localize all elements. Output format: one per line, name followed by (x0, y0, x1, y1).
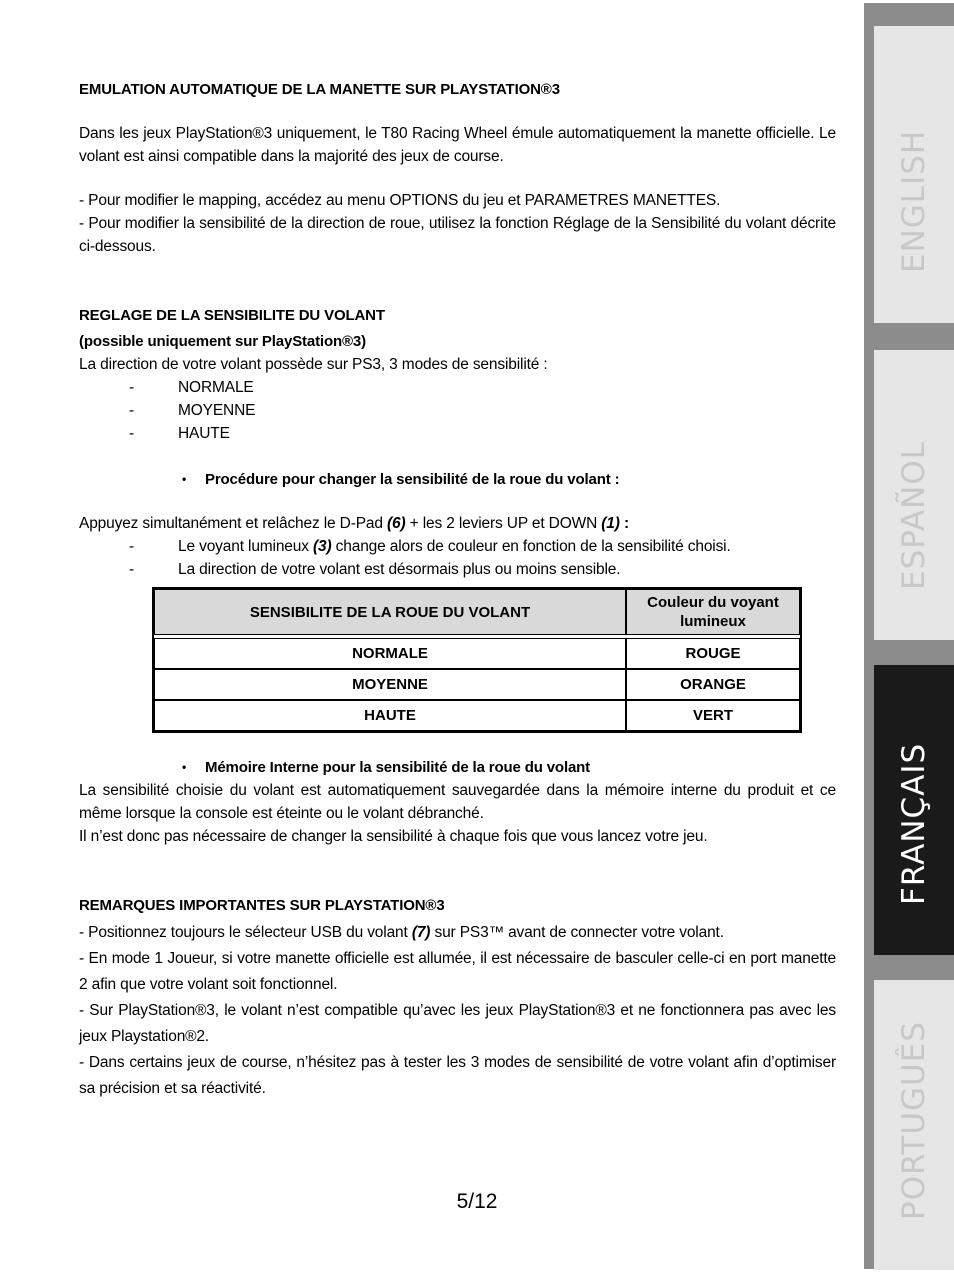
section-subtitle-sensitivity: (possible uniquement sur PlayStation®3) (79, 333, 366, 350)
table-header-row (154, 589, 800, 635)
sensitivity-note: - Pour modifier la sensibilité de la direction de roue, utilisez la fonction Réglage de la Sensibilité du volant décrite ci-dessous. (79, 215, 836, 255)
procedure-instruction (79, 512, 836, 535)
step-text: Le voyant lumineux (178, 538, 314, 555)
remark-item: - En mode 1 Joueur, si votre manette officielle est allumée, il est nécessaire de basculer celle-ci en port manette 2 afin que votre volant soit fonctionnel. (79, 950, 836, 993)
tab-espanol-label: ESPAÑOL (896, 440, 932, 590)
memory-heading (79, 756, 836, 779)
bullet-marker: • (182, 760, 187, 774)
table-row (154, 638, 800, 669)
mode-label: HAUTE (178, 425, 230, 442)
instr-colon: : (619, 515, 629, 532)
table-row (154, 700, 800, 731)
remark-item: - Sur PlayStation®3, le volant n’est compatible qu’avec les jeux PlayStation®3 et ne fonctionnera pas avec les jeux Playstation®2. (79, 1002, 836, 1045)
mode-label: MOYENNE (178, 402, 256, 419)
tab-espanol[interactable] (874, 350, 954, 640)
procedure-heading (79, 468, 836, 491)
instr-text: Appuyez simultanément et relâchez le D-Pad (79, 515, 388, 532)
tab-portugues-label: PORTUGUÊS (896, 1021, 932, 1220)
dash-marker: - (129, 561, 135, 578)
table-header-cell: SENSIBILITE DE LA ROUE DU VOLANT (154, 589, 626, 635)
page-content-lower (79, 756, 836, 1102)
table-row (154, 669, 800, 700)
section-title-emulation: EMULATION AUTOMATIQUE DE LA MANETTE SUR PLAYSTATION®3 (79, 81, 560, 98)
tab-english[interactable] (874, 26, 954, 323)
mode-label: NORMALE (178, 379, 254, 396)
section-title-remarks: REMARQUES IMPORTANTES SUR PLAYSTATION®3 (79, 897, 445, 914)
step-text: change alors de couleur en fonction de la sensibilité choisi. (331, 538, 731, 555)
memory-paragraph: La sensibilité choisie du volant est automatiquement sauvegardée dans la mémoire interne du produit et ce même lorsque la console est éteinte ou le volant débranché. (79, 782, 836, 822)
dpad-ref: (6) (387, 515, 406, 532)
procedure-step (79, 535, 836, 558)
table-cell: ORANGE (626, 669, 800, 700)
remark-text: - Positionnez toujours le sélecteur USB du volant (79, 924, 412, 941)
emulation-paragraph: Dans les jeux PlayStation®3 uniquement, le T80 Racing Wheel émule automatiquement la manette officielle. Le volant est ainsi compatible dans la majorité des jeux de course. (79, 125, 836, 165)
dash-marker: - (129, 402, 135, 419)
table-cell: HAUTE (154, 700, 626, 731)
table-header-cell: Couleur du voyant lumineux (626, 589, 800, 635)
remark-item: - Dans certains jeux de course, n’hésitez pas à tester les 3 modes de sensibilité de votre volant afin d’optimiser sa précision et sa réactivité. (79, 1054, 836, 1097)
table-cell: VERT (626, 700, 800, 731)
instr-text: + les 2 leviers UP et DOWN (405, 515, 602, 532)
procedure-title: Procédure pour changer la sensibilité de la roue du volant : (205, 471, 620, 488)
led-ref: (3) (313, 538, 332, 555)
tab-portugues[interactable] (874, 980, 954, 1270)
mode-item (79, 376, 836, 399)
sensitivity-intro: La direction de votre volant possède sur PS3, 3 modes de sensibilité : (79, 356, 548, 373)
usb-selector-ref: (7) (411, 924, 431, 941)
mapping-note: - Pour modifier le mapping, accédez au menu OPTIONS du jeu et PARAMETRES MANETTES. (79, 192, 721, 209)
page-number: 5/12 (456, 1190, 498, 1213)
memory-note: Il n’est donc pas nécessaire de changer la sensibilité à chaque fois que vous lancez votre jeu. (79, 828, 708, 845)
tab-francais[interactable] (874, 665, 954, 955)
table-cell: NORMALE (154, 638, 626, 669)
mode-item (79, 422, 836, 445)
memory-title: Mémoire Interne pour la sensibilité de la roue du volant (205, 759, 591, 776)
sensitivity-table (152, 587, 802, 733)
table-cell: ROUGE (626, 638, 800, 669)
dash-marker: - (129, 538, 135, 555)
section-title-sensitivity: REGLAGE DE LA SENSIBILITE DU VOLANT (79, 307, 385, 324)
tab-english-label: ENGLISH (896, 129, 932, 273)
table-cell: MOYENNE (154, 669, 626, 700)
procedure-step (79, 558, 836, 581)
step-text: La direction de votre volant est désormais plus ou moins sensible. (178, 561, 621, 578)
remark-text: sur PS3™ avant de connecter votre volant. (430, 924, 724, 941)
remark-item (79, 920, 836, 946)
mode-item (79, 399, 836, 422)
dash-marker: - (129, 425, 135, 442)
page-content (79, 78, 836, 581)
tab-francais-label: FRANÇAIS (896, 742, 932, 905)
levers-ref: (1) (601, 515, 620, 532)
dash-marker: - (129, 379, 135, 396)
bullet-marker: • (182, 472, 187, 486)
